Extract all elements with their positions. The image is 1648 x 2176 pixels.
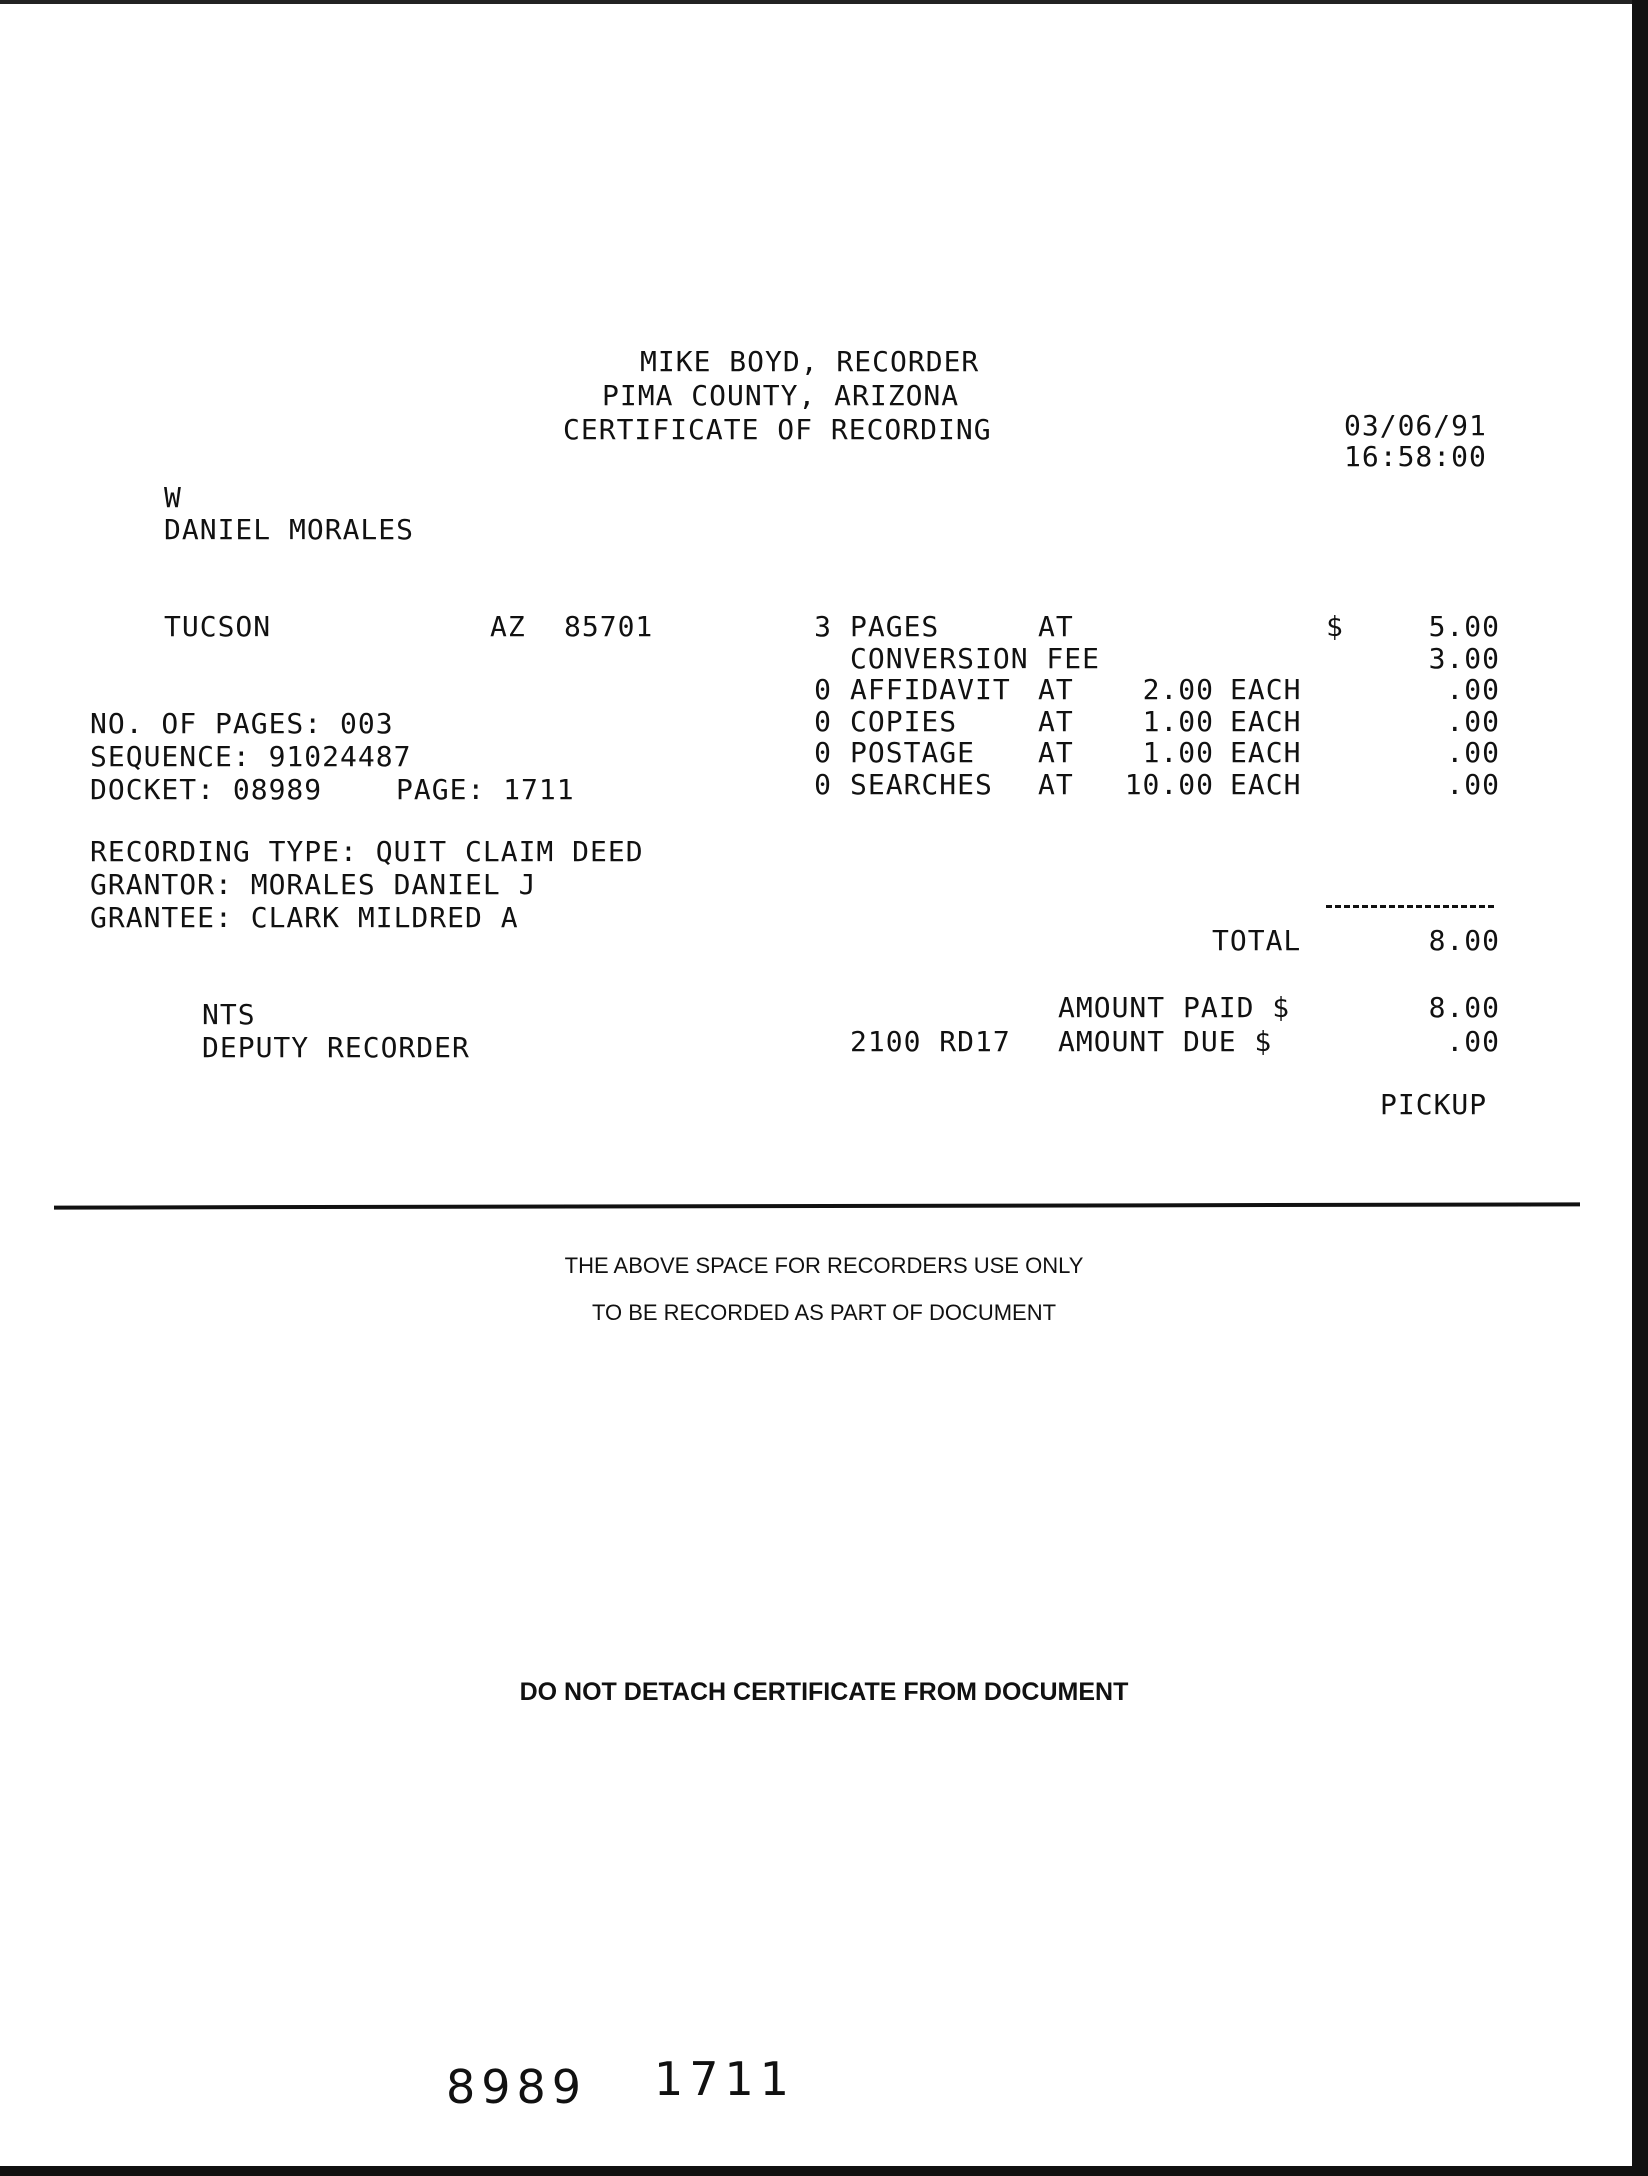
docket-number: DOCKET: 08989 xyxy=(90,773,323,806)
fee-qty: 0 xyxy=(814,736,832,769)
register-code: 2100 RD17 xyxy=(850,1025,1011,1058)
fee-amount: .00 xyxy=(1446,705,1500,738)
recorders-use-notice: THE ABOVE SPACE FOR RECORDERS USE ONLY xyxy=(564,1253,1084,1278)
divider-line xyxy=(54,1202,1580,1209)
handwritten-docket: 8989 xyxy=(446,2060,588,2114)
amount-paid-label: AMOUNT PAID $ xyxy=(1058,991,1291,1024)
fee-dollar-sign: $ xyxy=(1326,610,1344,643)
fee-amount: 5.00 xyxy=(1428,610,1500,643)
record-as-part-notice: TO BE RECORDED AS PART OF DOCUMENT xyxy=(591,1300,1057,1325)
page-number: PAGE: 1711 xyxy=(396,773,575,806)
fee-item: COPIES xyxy=(850,705,958,738)
fee-amount: .00 xyxy=(1446,736,1500,769)
amount-due: .00 xyxy=(1446,1025,1500,1058)
fee-at: AT xyxy=(1038,768,1074,801)
fee-item: CONVERSION FEE xyxy=(850,642,1101,675)
fee-qty: 0 xyxy=(814,705,832,738)
scan-edge-top xyxy=(0,0,1648,4)
grantor: GRANTOR: MORALES DANIEL J xyxy=(90,868,537,901)
amount-paid: 8.00 xyxy=(1428,991,1500,1024)
fee-rate: 10.00 xyxy=(1124,768,1214,801)
addressee-city: TUCSON xyxy=(164,610,272,643)
addressee-zip: 85701 xyxy=(564,610,654,643)
fee-at: AT xyxy=(1038,673,1074,706)
sequence-number: SEQUENCE: 91024487 xyxy=(90,740,412,773)
grantee: GRANTEE: CLARK MILDRED A xyxy=(90,901,519,934)
fee-at: AT xyxy=(1038,705,1074,738)
county-name: PIMA COUNTY, ARIZONA xyxy=(602,379,960,412)
fee-at: AT xyxy=(1038,610,1074,643)
fee-qty: 0 xyxy=(814,673,832,706)
fee-amount: .00 xyxy=(1446,768,1500,801)
total-separator xyxy=(1326,905,1494,908)
total-label: TOTAL xyxy=(1212,924,1302,957)
no-of-pages: NO. OF PAGES: 003 xyxy=(90,707,394,740)
handwritten-page: 1711 xyxy=(654,2052,796,2106)
recorder-name: MIKE BOYD, RECORDER xyxy=(640,345,980,378)
recording-date: 03/06/91 xyxy=(1344,409,1487,442)
fee-amount: 3.00 xyxy=(1428,642,1500,675)
fee-amount: .00 xyxy=(1446,673,1500,706)
deputy-title: DEPUTY RECORDER xyxy=(202,1031,470,1064)
fee-rate: 1.00 xyxy=(1142,705,1214,738)
pickup-label: PICKUP xyxy=(1380,1088,1488,1121)
deputy-initials: NTS xyxy=(202,998,256,1031)
amount-due-label: AMOUNT DUE $ xyxy=(1058,1025,1273,1058)
fee-each: EACH xyxy=(1230,705,1302,738)
fee-qty: 0 xyxy=(814,768,832,801)
certificate-title: CERTIFICATE OF RECORDING xyxy=(563,413,992,446)
fee-rate: 1.00 xyxy=(1142,736,1214,769)
fee-qty: 3 xyxy=(814,610,832,643)
fee-each: EACH xyxy=(1230,673,1302,706)
scan-edge-right xyxy=(1632,0,1648,2176)
fee-rate: 2.00 xyxy=(1142,673,1214,706)
recording-type: RECORDING TYPE: QUIT CLAIM DEED xyxy=(90,835,644,868)
recording-time: 16:58:00 xyxy=(1344,440,1487,473)
scan-edge-bottom xyxy=(0,2166,1648,2176)
do-not-detach-warning: DO NOT DETACH CERTIFICATE FROM DOCUMENT xyxy=(519,1678,1129,1706)
total-amount: 8.00 xyxy=(1428,924,1500,957)
fee-item: PAGES xyxy=(850,610,940,643)
fee-at: AT xyxy=(1038,736,1074,769)
fee-each: EACH xyxy=(1230,768,1302,801)
fee-item: POSTAGE xyxy=(850,736,976,769)
fee-each: EACH xyxy=(1230,736,1302,769)
addressee-state: AZ xyxy=(490,610,526,643)
fee-item: SEARCHES xyxy=(850,768,993,801)
addressee-code: W xyxy=(164,481,182,514)
addressee-name: DANIEL MORALES xyxy=(164,513,415,546)
fee-item: AFFIDAVIT xyxy=(850,673,1011,706)
